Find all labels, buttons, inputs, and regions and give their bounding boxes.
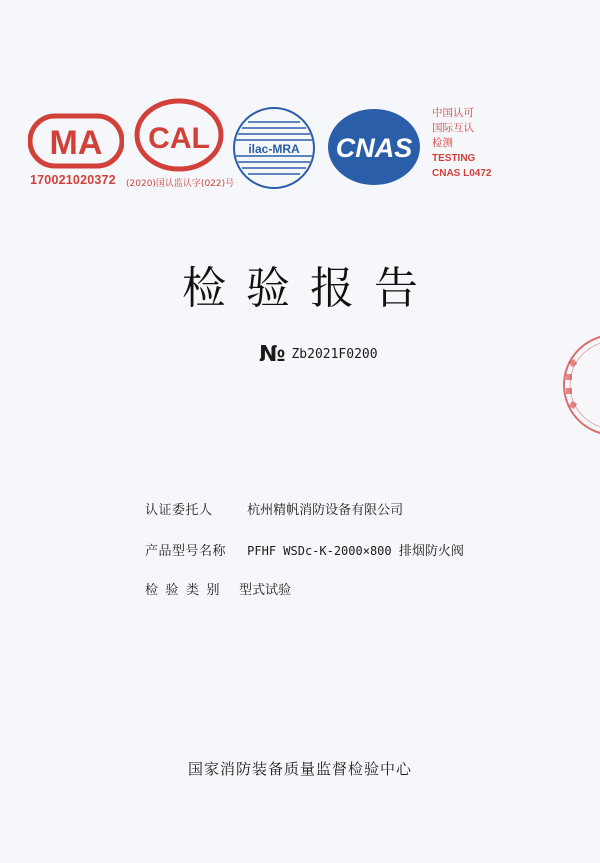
cal-code: (2020)国认监认字(022)号 — [126, 179, 235, 189]
ilac-mra-logo — [232, 106, 316, 190]
report-number-value: Zb2021F0200 — [291, 347, 378, 362]
cma-code: 170021020372 — [30, 173, 116, 187]
cnas-line: 国际互认 — [432, 122, 474, 134]
field-client — [145, 499, 403, 518]
cnas-line: 中国认可 — [432, 107, 474, 119]
field-product-model — [145, 540, 464, 559]
issuing-organization: 国家消防装备质量监督检验中心 — [187, 760, 412, 778]
field-label: 检验类别 — [145, 583, 228, 598]
ilac-logo-text: ilac-MRA — [248, 142, 300, 156]
cnas-logo — [326, 107, 422, 187]
field-label: 产品型号名称 — [145, 544, 227, 559]
cal-logo — [133, 96, 225, 174]
cma-logo — [28, 112, 124, 170]
number-symbol: № — [259, 342, 286, 367]
official-seal — [556, 330, 600, 440]
cnas-line: 检测 — [432, 137, 453, 149]
document-title: 检验报告 — [182, 263, 438, 314]
cal-logo-text: CAL — [148, 122, 210, 155]
cnas-accreditation-text — [432, 106, 491, 181]
field-value — [247, 544, 464, 558]
cma-logo-text: MA — [49, 124, 103, 162]
field-inspection-type — [145, 579, 291, 598]
cnas-line: TESTING — [432, 153, 476, 164]
cnas-line: CNAS L0472 — [432, 168, 492, 179]
field-value: 型式试验 — [239, 583, 292, 598]
field-label: 认证委托人 — [145, 503, 213, 518]
report-number — [259, 342, 378, 367]
field-value: 杭州精帆消防设备有限公司 — [247, 503, 404, 518]
product-name: 排烟防火阀 — [398, 544, 464, 559]
cnas-logo-text: CNAS — [335, 133, 413, 163]
product-model-code: PFHF WSDc-K-2000×800 — [247, 544, 399, 558]
